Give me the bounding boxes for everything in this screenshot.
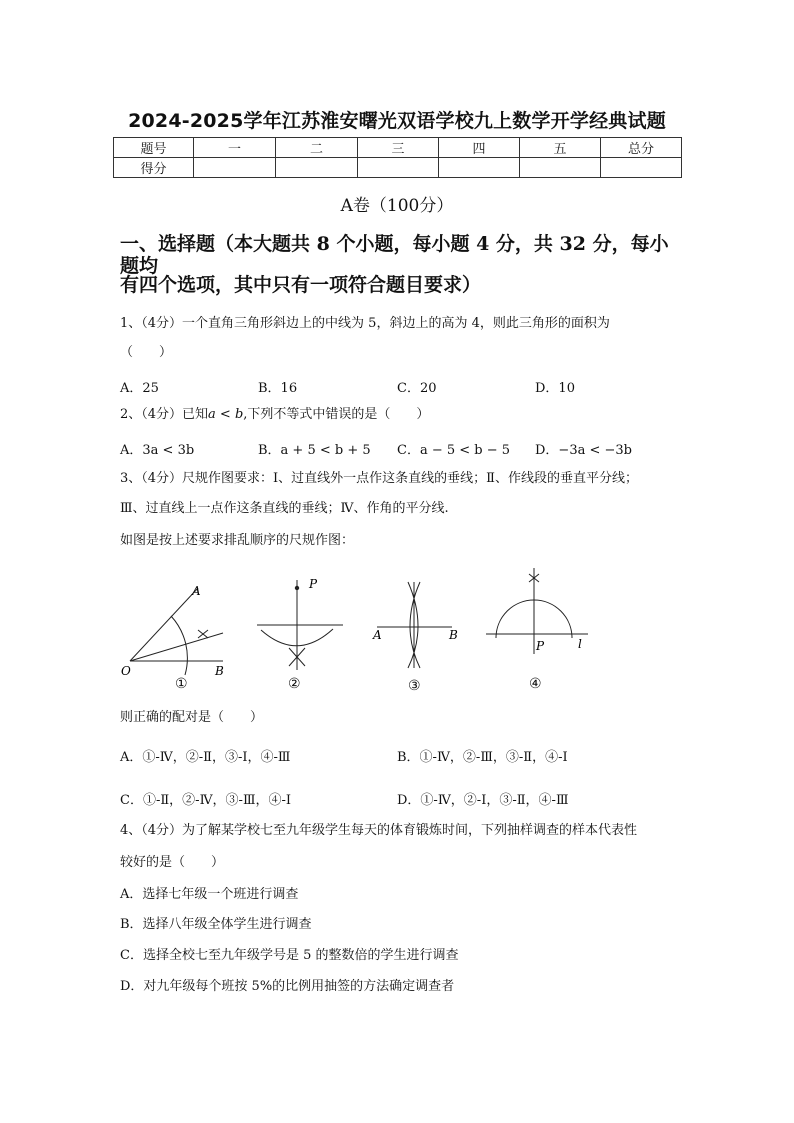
fig2-point-p: P: [309, 577, 318, 591]
fig4-point-p: P: [536, 639, 545, 653]
q3-figure-4: [484, 564, 594, 668]
q3-stem-line2: Ⅲ、过直线上一点作这条直线的垂线；Ⅳ、作角的平分线.: [120, 501, 449, 516]
figure-label-4: ④: [529, 676, 542, 692]
q3-figure-1: [118, 572, 228, 686]
q3-option-a[interactable]: A．①-Ⅳ，②-Ⅱ，③-Ⅰ，④-Ⅲ: [120, 750, 291, 765]
q1-options: [120, 377, 680, 396]
fig3-point-b: B: [449, 628, 458, 642]
q1-option-a[interactable]: A．25: [120, 381, 159, 396]
score-header-cell: 五: [520, 138, 601, 158]
figure-label-3: ③: [408, 678, 421, 694]
q4-option-d[interactable]: D．对九年级每个班按 5%的比例用抽签的方法确定调查者: [120, 979, 455, 994]
q2-stem-math: a < b: [208, 407, 244, 422]
score-header-cell: 总分: [601, 138, 682, 158]
q2-options: [120, 439, 680, 458]
score-cell[interactable]: [358, 158, 439, 178]
part1-heading-line1: 一、选择题（本大题共 8 个小题，每小题 4 分，共 32 分，每小题均: [120, 233, 669, 277]
q1-stem-line1: 1、（4分）一个直角三角形斜边上的中线为 5，斜边上的高为 4，则此三角形的面积为: [120, 316, 610, 331]
fig1-point-o: O: [121, 664, 131, 678]
fig3-point-a: A: [373, 628, 382, 642]
q2-option-b[interactable]: B．a + 5 < b + 5: [258, 443, 371, 458]
q3-stem-line1: 3、（4分）尺规作图要求：Ⅰ、过直线外一点作这条直线的垂线；Ⅱ、作线段的垂直平分线；: [120, 471, 639, 486]
fig1-point-b: B: [215, 664, 224, 678]
score-cell[interactable]: [276, 158, 358, 178]
q3-option-b[interactable]: B．①-Ⅳ，②-Ⅲ，③-Ⅱ，④-Ⅰ: [397, 750, 568, 765]
q2-option-a[interactable]: A．3a < 3b: [120, 443, 195, 458]
figure-4-drawing: [484, 564, 594, 664]
score-header-cell: 四: [439, 138, 520, 158]
q3-options-row1: [120, 746, 680, 765]
figure-1-drawing: [118, 572, 228, 682]
exam-title: 2024-2025学年江苏淮安曙光双语学校九上数学开学经典试题: [128, 110, 666, 132]
q4-option-a[interactable]: A．选择七年级一个班进行调查: [120, 887, 299, 902]
figure-label-2: ②: [288, 676, 301, 692]
q3-option-c[interactable]: C．①-Ⅱ，②-Ⅳ，③-Ⅲ，④-Ⅰ: [120, 793, 292, 808]
q1-stem-line2: （ ）: [120, 345, 173, 360]
score-header-cell: 三: [358, 138, 439, 158]
score-header-cell: 题号: [114, 138, 194, 158]
q3-options-row2: [120, 789, 680, 808]
q3-option-d[interactable]: D．①-Ⅳ，②-Ⅰ，③-Ⅱ，④-Ⅲ: [397, 793, 569, 808]
q1-option-c[interactable]: C．20: [397, 381, 437, 396]
q3-figure-2: [253, 572, 353, 681]
score-row-label: 得分: [114, 158, 194, 178]
q2-stem: [120, 407, 429, 423]
q3-question: 则正确的配对是（ ）: [120, 710, 264, 725]
q4-option-b[interactable]: B．选择八年级全体学生进行调查: [120, 917, 312, 932]
figure-3-drawing: [370, 572, 465, 677]
section-a-heading: A卷（100分）: [340, 196, 454, 216]
q2-stem-suffix: ,下列不等式中错误的是（ ）: [243, 407, 430, 422]
score-cell[interactable]: [520, 158, 601, 178]
q3-figure-3: [370, 572, 465, 681]
score-cell[interactable]: [439, 158, 520, 178]
q2-stem-prefix: 2、（4分）已知: [120, 407, 209, 422]
figure-label-1: ①: [175, 676, 188, 692]
part1-heading-line2: 有四个选项，其中只有一项符合题目要求）: [120, 274, 482, 296]
q2-option-c[interactable]: C．a − 5 < b − 5: [397, 443, 511, 458]
score-table: [113, 137, 682, 178]
fig1-point-a: A: [192, 584, 201, 598]
score-header-cell: 一: [194, 138, 276, 158]
score-cell[interactable]: [601, 158, 682, 178]
score-table-score-row: [114, 158, 682, 178]
score-header-cell: 二: [276, 138, 358, 158]
score-table-header-row: [114, 138, 682, 158]
score-cell[interactable]: [194, 158, 276, 178]
q4-option-c[interactable]: C．选择全校七至九年级学号是 5 的整数倍的学生进行调查: [120, 948, 459, 963]
q4-stem-line1: 4、（4分）为了解某学校七至九年级学生每天的体育锻炼时间，下列抽样调查的样本代表性: [120, 823, 638, 838]
q2-option-d[interactable]: D．−3a < −3b: [535, 443, 632, 458]
fig4-line-l: l: [578, 637, 582, 651]
q1-option-d[interactable]: D．10: [535, 381, 575, 396]
q3-stem-line3: 如图是按上述要求排乱顺序的尺规作图：: [120, 533, 355, 548]
q4-stem-line2: 较好的是（ ）: [120, 855, 225, 870]
figure-2-drawing: [253, 572, 353, 677]
q1-option-b[interactable]: B．16: [258, 381, 298, 396]
